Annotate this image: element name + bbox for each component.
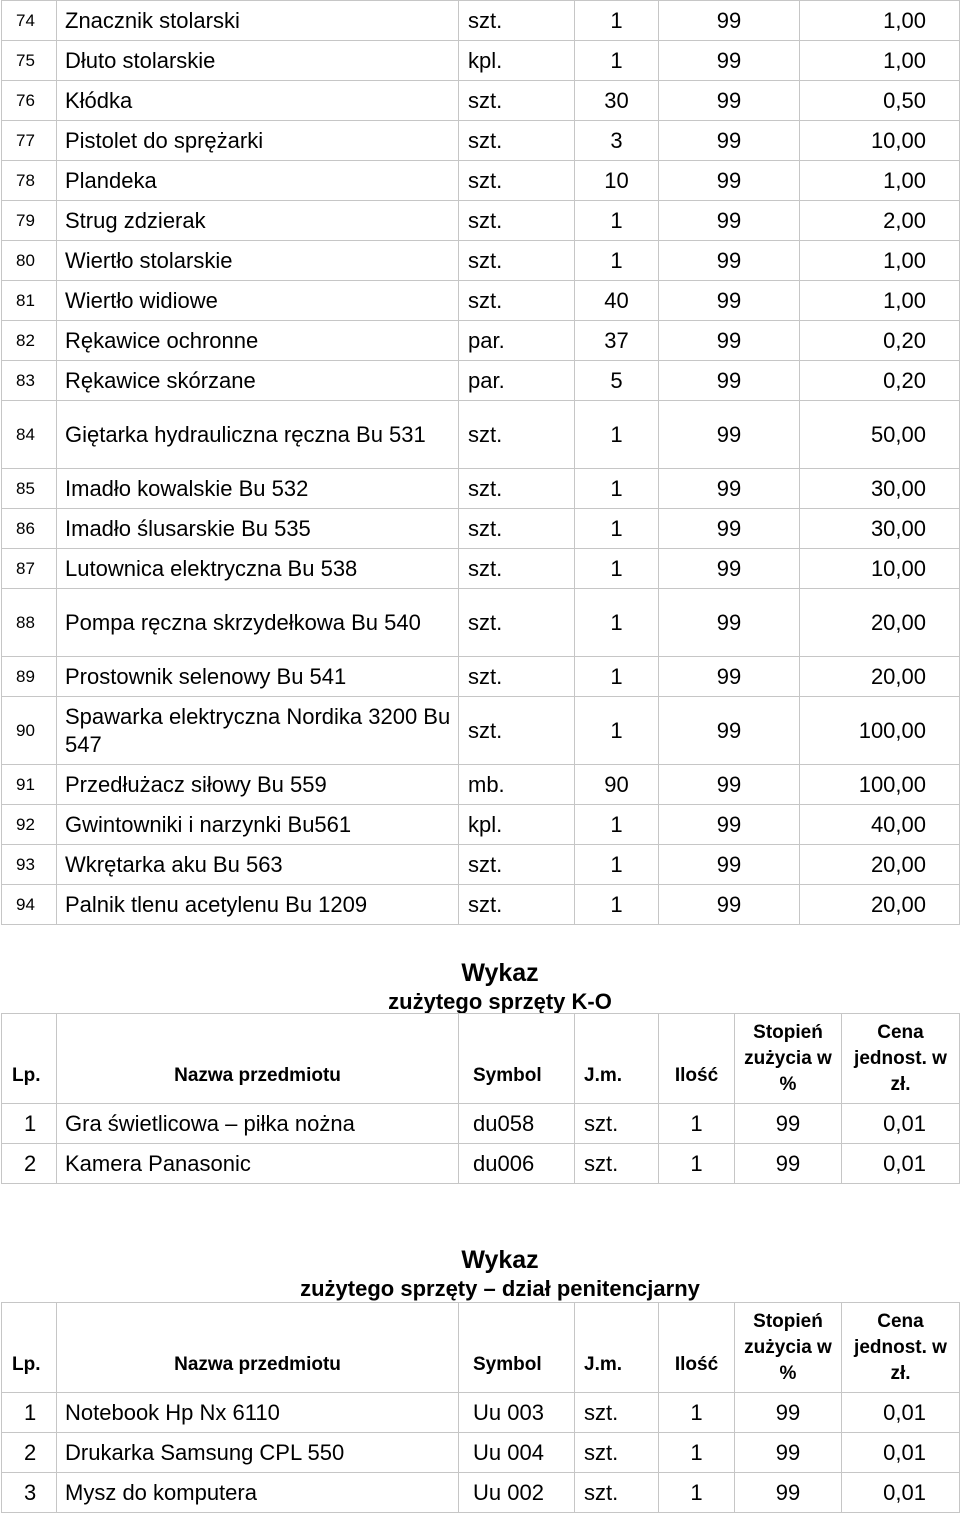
row-number: 87	[2, 549, 57, 589]
unit: szt.	[459, 885, 575, 925]
item-name: Notebook Hp Nx 6110	[57, 1393, 459, 1433]
unit-price: 2,00	[800, 201, 960, 241]
pen-table-body	[2, 1393, 960, 1513]
unit-price: 10,00	[800, 549, 960, 589]
unit: szt.	[459, 161, 575, 201]
wear-degree: 99	[659, 321, 800, 361]
row-number: 80	[2, 241, 57, 281]
item-symbol: Uu 003	[459, 1393, 575, 1433]
table-row	[2, 1104, 960, 1144]
row-number: 3	[2, 1473, 57, 1513]
unit: mb.	[459, 765, 575, 805]
item-name: Pistolet do sprężarki	[57, 121, 459, 161]
quantity: 3	[575, 121, 659, 161]
unit: szt.	[459, 589, 575, 657]
row-number: 86	[2, 509, 57, 549]
unit-price: 0,01	[842, 1433, 960, 1473]
table-row	[2, 81, 960, 121]
quantity: 1	[575, 469, 659, 509]
wear-degree: 99	[659, 41, 800, 81]
row-number: 82	[2, 321, 57, 361]
quantity: 1	[575, 201, 659, 241]
unit: par.	[459, 321, 575, 361]
quantity: 1	[575, 401, 659, 469]
quantity: 40	[575, 281, 659, 321]
wear-degree: 99	[659, 201, 800, 241]
table-row	[2, 469, 960, 509]
pen-table-header	[2, 1303, 960, 1393]
unit: szt.	[459, 281, 575, 321]
unit: szt.	[459, 469, 575, 509]
unit-price: 1,00	[800, 281, 960, 321]
quantity: 1	[575, 657, 659, 697]
item-name: Mysz do komputera	[57, 1473, 459, 1513]
ko-table	[1, 1013, 960, 1184]
unit-price: 50,00	[800, 401, 960, 469]
header-price: Cena jednost. w zł.	[842, 1303, 960, 1393]
quantity: 10	[575, 161, 659, 201]
item-symbol: Uu 002	[459, 1473, 575, 1513]
row-number: 92	[2, 805, 57, 845]
item-name: Przedłużacz siłowy Bu 559	[57, 765, 459, 805]
quantity: 1	[659, 1433, 735, 1473]
unit-price: 0,01	[842, 1473, 960, 1513]
quantity: 1	[575, 805, 659, 845]
item-name: Znacznik stolarski	[57, 1, 459, 41]
row-number: 83	[2, 361, 57, 401]
table-row	[2, 241, 960, 281]
unit-price: 0,01	[842, 1104, 960, 1144]
unit: szt.	[459, 121, 575, 161]
table-row	[2, 589, 960, 657]
wear-degree: 99	[735, 1433, 842, 1473]
header-price: Cena jednost. w zł.	[842, 1014, 960, 1104]
table-row	[2, 161, 960, 201]
unit-price: 0,20	[800, 361, 960, 401]
header-qty: Ilość	[659, 1303, 735, 1393]
item-name: Imadło kowalskie Bu 532	[57, 469, 459, 509]
quantity: 1	[659, 1393, 735, 1433]
section-ko-subtitle: zużytego sprzęty K-O	[388, 989, 612, 1014]
item-name: Strug zdzierak	[57, 201, 459, 241]
wear-degree: 99	[659, 805, 800, 845]
wear-degree: 99	[659, 81, 800, 121]
row-number: 90	[2, 697, 57, 765]
row-number: 79	[2, 201, 57, 241]
pen-table	[1, 1302, 960, 1513]
header-symbol: Symbol	[459, 1303, 575, 1393]
quantity: 1	[659, 1104, 735, 1144]
wear-degree: 99	[659, 161, 800, 201]
table-row	[2, 845, 960, 885]
header-jm: J.m.	[575, 1014, 659, 1104]
item-name: Wkrętarka aku Bu 563	[57, 845, 459, 885]
table-row	[2, 509, 960, 549]
wear-degree: 99	[659, 509, 800, 549]
unit-price: 40,00	[800, 805, 960, 845]
row-number: 2	[2, 1144, 57, 1184]
unit: par.	[459, 361, 575, 401]
unit-price: 1,00	[800, 41, 960, 81]
unit: kpl.	[459, 805, 575, 845]
header-symbol: Symbol	[459, 1014, 575, 1104]
table-row	[2, 41, 960, 81]
row-number: 85	[2, 469, 57, 509]
ko-table-header	[2, 1014, 960, 1104]
table-row	[2, 361, 960, 401]
quantity: 1	[575, 885, 659, 925]
table-row	[2, 321, 960, 361]
quantity: 1	[575, 845, 659, 885]
row-number: 77	[2, 121, 57, 161]
row-number: 89	[2, 657, 57, 697]
item-name: Wiertło widiowe	[57, 281, 459, 321]
header-degree: Stopień zużycia w %	[735, 1303, 842, 1393]
unit-price: 30,00	[800, 469, 960, 509]
item-symbol: du006	[459, 1144, 575, 1184]
unit-price: 10,00	[800, 121, 960, 161]
item-name: Dłuto stolarskie	[57, 41, 459, 81]
unit-price: 100,00	[800, 697, 960, 765]
row-number: 91	[2, 765, 57, 805]
unit: szt.	[459, 201, 575, 241]
item-name: Imadło ślusarskie Bu 535	[57, 509, 459, 549]
header-qty: Ilość	[659, 1014, 735, 1104]
wear-degree: 99	[735, 1393, 842, 1433]
wear-degree: 99	[659, 241, 800, 281]
row-number: 1	[2, 1393, 57, 1433]
unit: szt.	[459, 241, 575, 281]
wear-degree: 99	[659, 361, 800, 401]
unit: szt.	[575, 1104, 659, 1144]
quantity: 5	[575, 361, 659, 401]
unit-price: 0,20	[800, 321, 960, 361]
unit: szt.	[459, 509, 575, 549]
row-number: 76	[2, 81, 57, 121]
unit-price: 0,01	[842, 1393, 960, 1433]
quantity: 1	[659, 1473, 735, 1513]
unit: szt.	[459, 1, 575, 41]
table-row	[2, 1433, 960, 1473]
wear-degree: 99	[659, 765, 800, 805]
quantity: 1	[659, 1144, 735, 1184]
quantity: 1	[575, 1, 659, 41]
item-name: Gwintowniki i narzynki Bu561	[57, 805, 459, 845]
wear-degree: 99	[659, 121, 800, 161]
table-row	[2, 885, 960, 925]
unit-price: 0,01	[842, 1144, 960, 1184]
quantity: 90	[575, 765, 659, 805]
table-row	[2, 281, 960, 321]
unit-price: 100,00	[800, 765, 960, 805]
item-name: Rękawice ochronne	[57, 321, 459, 361]
item-name: Prostownik selenowy Bu 541	[57, 657, 459, 697]
section-pen-title: Wykaz	[461, 1246, 539, 1274]
table-row	[2, 1, 960, 41]
header-lp: Lp.	[2, 1303, 57, 1393]
unit-price: 20,00	[800, 589, 960, 657]
unit: szt.	[575, 1433, 659, 1473]
row-number: 75	[2, 41, 57, 81]
table-row	[2, 697, 960, 765]
row-number: 1	[2, 1104, 57, 1144]
unit-price: 20,00	[800, 657, 960, 697]
unit-price: 1,00	[800, 241, 960, 281]
table-row	[2, 201, 960, 241]
item-name: Gra świetlicowa – piłka nożna	[57, 1104, 459, 1144]
table-row	[2, 765, 960, 805]
quantity: 1	[575, 41, 659, 81]
unit: kpl.	[459, 41, 575, 81]
unit-price: 1,00	[800, 161, 960, 201]
quantity: 1	[575, 697, 659, 765]
row-number: 93	[2, 845, 57, 885]
table-row	[2, 549, 960, 589]
quantity: 1	[575, 589, 659, 657]
unit: szt.	[459, 401, 575, 469]
wear-degree: 99	[659, 885, 800, 925]
unit-price: 20,00	[800, 885, 960, 925]
item-name: Kamera Panasonic	[57, 1144, 459, 1184]
wear-degree: 99	[659, 1, 800, 41]
table-row	[2, 121, 960, 161]
wear-degree: 99	[659, 401, 800, 469]
header-jm: J.m.	[575, 1303, 659, 1393]
section-ko-title: Wykaz	[461, 959, 539, 987]
row-number: 94	[2, 885, 57, 925]
ko-table-body	[2, 1104, 960, 1184]
item-name: Wiertło stolarskie	[57, 241, 459, 281]
wear-degree: 99	[659, 589, 800, 657]
table-row	[2, 1144, 960, 1184]
header-name: Nazwa przedmiotu	[57, 1303, 459, 1393]
item-symbol: Uu 004	[459, 1433, 575, 1473]
wear-degree: 99	[659, 549, 800, 589]
item-name: Pompa ręczna skrzydełkowa Bu 540	[57, 589, 459, 657]
quantity: 1	[575, 509, 659, 549]
wear-degree: 99	[659, 281, 800, 321]
wear-degree: 99	[735, 1473, 842, 1513]
row-number: 84	[2, 401, 57, 469]
item-name: Rękawice skórzane	[57, 361, 459, 401]
equipment-table	[1, 0, 960, 925]
table-row	[2, 1473, 960, 1513]
unit: szt.	[575, 1393, 659, 1433]
row-number: 78	[2, 161, 57, 201]
wear-degree: 99	[659, 469, 800, 509]
unit: szt.	[459, 697, 575, 765]
quantity: 1	[575, 549, 659, 589]
item-name: Palnik tlenu acetylenu Bu 1209	[57, 885, 459, 925]
wear-degree: 99	[659, 697, 800, 765]
quantity: 30	[575, 81, 659, 121]
header-name: Nazwa przedmiotu	[57, 1014, 459, 1104]
item-name: Drukarka Samsung CPL 550	[57, 1433, 459, 1473]
quantity: 37	[575, 321, 659, 361]
table-row	[2, 805, 960, 845]
unit-price: 0,50	[800, 81, 960, 121]
header-degree: Stopień zużycia w %	[735, 1014, 842, 1104]
table-row	[2, 657, 960, 697]
wear-degree: 99	[659, 845, 800, 885]
section-pen-heading	[250, 1245, 750, 1303]
wear-degree: 99	[735, 1104, 842, 1144]
table-row	[2, 1393, 960, 1433]
row-number: 74	[2, 1, 57, 41]
unit: szt.	[575, 1144, 659, 1184]
section-ko-heading	[370, 958, 630, 1016]
row-number: 88	[2, 589, 57, 657]
unit-price: 30,00	[800, 509, 960, 549]
unit: szt.	[575, 1473, 659, 1513]
equipment-table-body	[2, 1, 960, 925]
unit: szt.	[459, 549, 575, 589]
section-pen-subtitle: zużytego sprzęty – dział penitencjarny	[300, 1276, 700, 1301]
header-lp: Lp.	[2, 1014, 57, 1104]
wear-degree: 99	[735, 1144, 842, 1184]
unit: szt.	[459, 845, 575, 885]
unit: szt.	[459, 657, 575, 697]
row-number: 81	[2, 281, 57, 321]
unit: szt.	[459, 81, 575, 121]
item-name: Giętarka hydrauliczna ręczna Bu 531	[57, 401, 459, 469]
wear-degree: 99	[659, 657, 800, 697]
item-name: Lutownica elektryczna Bu 538	[57, 549, 459, 589]
item-symbol: du058	[459, 1104, 575, 1144]
unit-price: 1,00	[800, 1, 960, 41]
quantity: 1	[575, 241, 659, 281]
table-row	[2, 401, 960, 469]
item-name: Plandeka	[57, 161, 459, 201]
item-name: Kłódka	[57, 81, 459, 121]
item-name: Spawarka elektryczna Nordika 3200 Bu 547	[57, 697, 459, 765]
row-number: 2	[2, 1433, 57, 1473]
unit-price: 20,00	[800, 845, 960, 885]
